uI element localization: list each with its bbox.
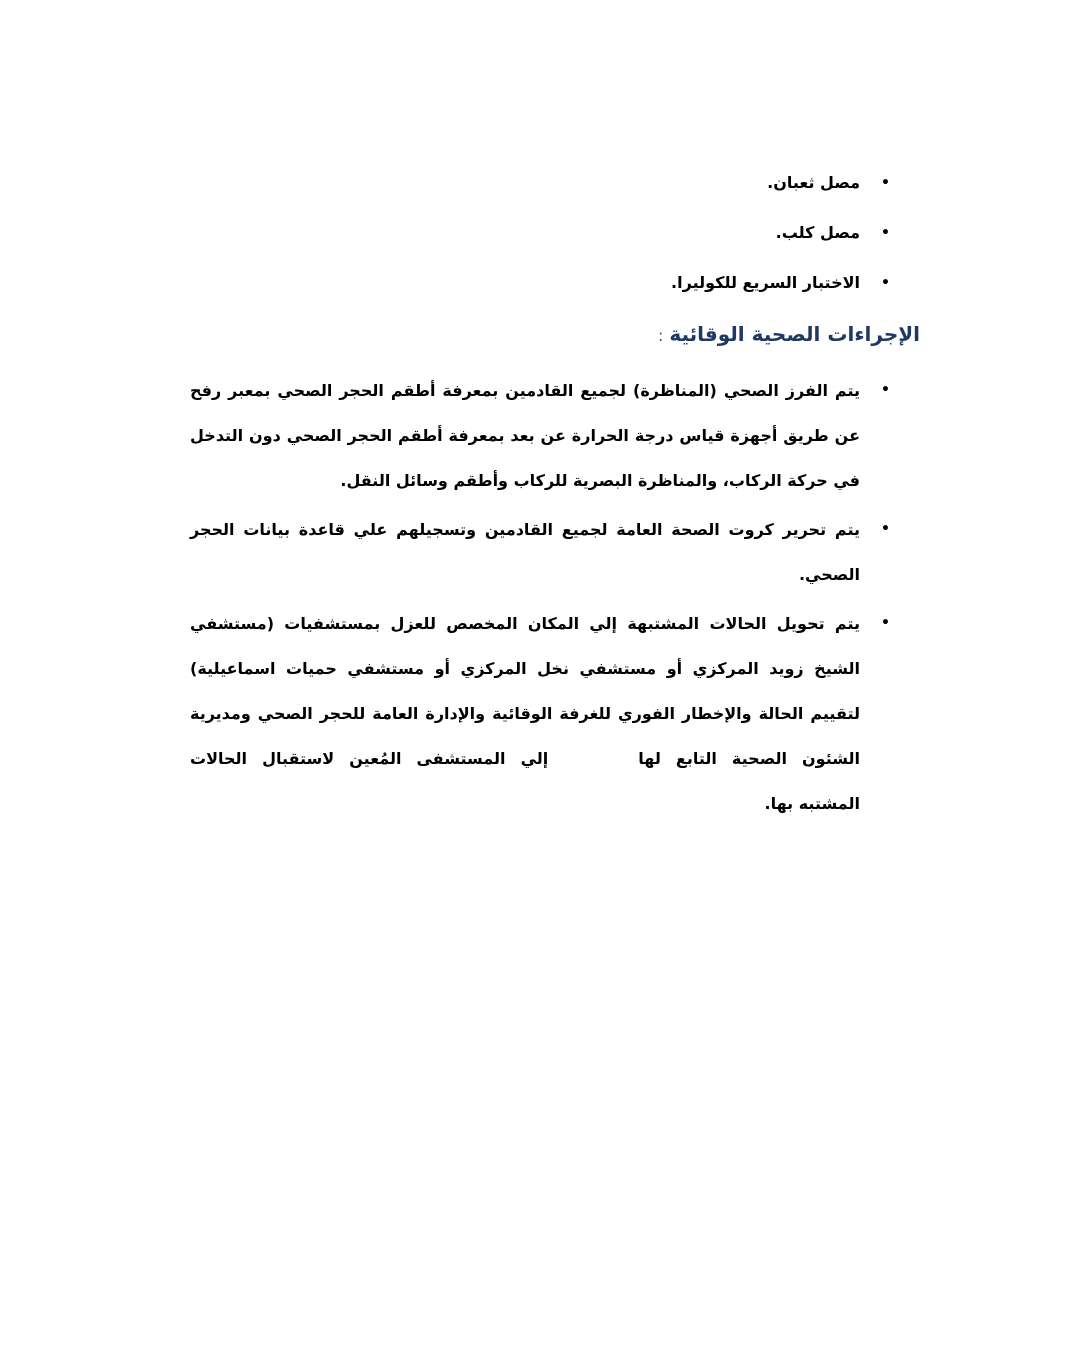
list-item (390, 218, 890, 268)
list-item (390, 268, 890, 318)
supplies-list (390, 168, 890, 318)
procedures-list (190, 368, 890, 830)
list-item-text: الاختبار السريع للكوليرا. (671, 273, 860, 292)
bullet-icon: • (881, 615, 890, 631)
bullet-icon: • (881, 382, 890, 398)
bullet-icon: • (881, 225, 890, 241)
bullet-icon: • (881, 175, 890, 191)
procedure-text: يتم الفرز الصحي (المناظرة) لجميع القادمين بمعرفة أطقم الحجر الصحي بمعبر رفح عن طريق أجهزة قياس درجة الحرارة عن بعد بمعرفة أطقم الحجر الصحي دون التدخل في حركة الركاب، والمناظرة البصرية للركاب وأطقم وسائل النقل. (190, 381, 860, 490)
list-item-text: مصل كلب. (775, 223, 860, 242)
list-item-text: مصل ثعبان. (767, 173, 860, 192)
bullet-icon: • (881, 275, 890, 291)
procedure-text (190, 601, 860, 826)
section-heading-colon: : (657, 326, 664, 345)
procedure-text-part2: إلي المستشفى المُعين لاستقبال الحالات المشتبه بها. (190, 749, 860, 813)
section-heading (658, 322, 920, 346)
list-item (390, 168, 890, 218)
procedure-text: يتم تحرير كروت الصحة العامة لجميع القادمين وتسجيلهم علي قاعدة بيانات الحجر الصحي. (190, 520, 860, 584)
section-heading-title: الإجراءات الصحية الوقائية (669, 322, 920, 346)
procedure-text-part1: يتم تحويل الحالات المشتبهة إلي المكان المخصص للعزل بمستشفيات (مستشفي الشيخ زويد المركزي أو مستشفي نخل المركزي أو مستشفي حميات اسماعيلية) لتقييم الحالة والإخطار الفوري للغرفة الوقائية والإدارة العامة للحجر الصحي ومديرية الشئون الصحية التابع لها (190, 614, 861, 768)
list-item (190, 507, 890, 597)
list-item (190, 368, 890, 503)
bullet-icon: • (881, 521, 890, 537)
list-item (190, 601, 890, 826)
